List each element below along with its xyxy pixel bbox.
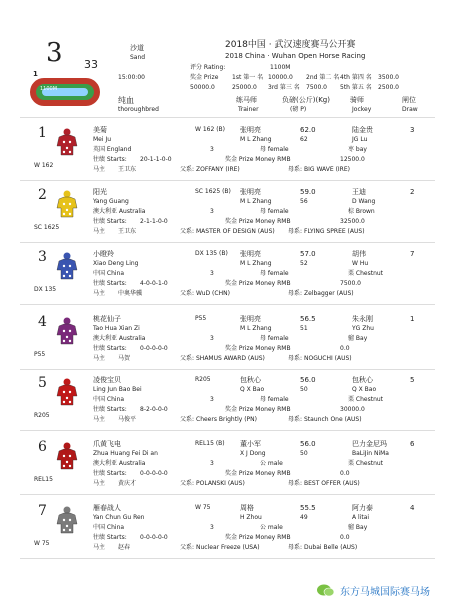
starts-label: 往绩 Starts: [93,406,127,413]
surface-cn: 沙道 [130,44,144,52]
starts: 20-1-1-0-0 [140,156,172,163]
prize-money-label: 奖金 Prize Money RMB [225,406,291,413]
horse-name-en: Tao Hua Xian Zi [93,325,140,332]
horse-color: 骝 Bay [348,524,368,531]
entry-divider [20,369,435,370]
sire-label: 父系: [180,166,195,173]
prize-first-value: 25000.0 [232,84,257,91]
jockey-cn: 巴力金尼玛 [352,440,387,448]
jockey-cn: 朱永刚 [352,315,373,323]
silk-code: W 75 [34,540,50,547]
horse-sex: 公 male [260,460,283,467]
entry-number: 7 [38,503,47,519]
jockey-silk-icon [56,506,78,534]
rating: DX 135 (B) [195,250,228,257]
weight: 55.5 [300,504,316,512]
owner-label: 马主 [93,228,106,235]
horse-name-cn: 阳光 [93,188,107,196]
starts: 2-1-1-0-0 [140,218,168,225]
horse-name-en: Mei Ju [93,136,112,143]
sire: POLANSKI (AUS) [196,480,245,487]
jockey-cn: 胡伟 [352,250,366,258]
entry-divider [20,494,435,495]
prize-third-label: 3rd 第三 名 [268,84,300,91]
jockey-silk-icon [56,442,78,470]
horse-name-cn: 凌俊宝贝 [93,376,121,384]
track-diagram [30,78,100,106]
entry-number: 1 [38,125,47,141]
dam: BEST OFFER (AUS) [304,480,360,487]
owner: 中奥华骥 [118,290,143,297]
prize-money-label: 奖金 Prize Money RMB [225,218,291,225]
starts: 8-2-0-0-0 [140,406,168,413]
jockey-en: Q X Bao [352,386,377,393]
prize-first-label: 1st 第一 名 [232,74,264,81]
dam-label: 母系: [288,416,303,423]
prize-second-value: 10000.0 [268,74,293,81]
horse-age: 3 [210,396,214,403]
prize-money-label: 奖金 Prize Money RMB [225,156,291,163]
dam-label: 母系: [288,228,303,235]
prize-total: 50000.0 [190,84,215,91]
prize-money: 30000.0 [340,406,365,413]
horse-name-en: Zhua Huang Fei Di an [93,450,158,457]
race-title-cn: 2018中国 · 武汉速度赛马公开赛 [225,40,356,50]
weight: 62.0 [300,126,316,134]
horse-color: 棕 Brown [348,208,375,215]
horse-origin: 英国 England [93,146,132,153]
weight: 57.0 [300,250,316,258]
draw: 4 [410,504,415,512]
starts: 0-0-0-0-0 [140,345,168,352]
rating: R205 [195,376,211,383]
jockey-silk-icon [56,317,78,345]
starts-label: 往绩 Starts: [93,156,127,163]
owner: 王卫东 [118,228,137,235]
rating: SC 1625 (B) [195,188,231,195]
sire: SHAMUS AWARD (AUS) [196,355,265,362]
horse-name-en: Yang Guang [93,198,129,205]
horse-color: 栗 Chestnut [348,270,384,277]
jockey-cn: 王迪 [352,188,366,196]
horse-color: 栗 Chestnut [348,396,384,403]
silk-code: W 162 [34,162,54,169]
sire: ZOFFANY (IRE) [196,166,240,173]
prize-money: 7500.0 [340,280,361,287]
trainer-en: M L Zhang [240,198,272,205]
horse-name-en: Yan Chun Gu Ren [93,514,145,521]
race-number: 3 [46,38,63,68]
sire-label: 父系: [180,355,195,362]
weight-p: 52 [300,260,308,267]
rating: P55 [195,315,207,322]
sire-label: 父系: [180,544,195,551]
starts: 0-0-0-0-0 [140,534,168,541]
horse-sex: 母 female [260,208,289,215]
jockey-en: W Hu [352,260,369,267]
jockey-en: YG Zhu [352,325,374,332]
starts-label: 往绩 Starts: [93,345,127,352]
dam: FLYING SPREE (AUS) [304,228,365,235]
entry-number: 2 [38,187,47,203]
horse-origin: 澳大利亚 Australia [93,208,146,215]
owner-label: 马主 [93,544,106,551]
horse-origin: 澳大利亚 Australia [93,335,146,342]
breed-cn: 纯血 [118,96,134,105]
surface-en: Sand [130,54,146,61]
trainer-cn: 张明亮 [240,126,261,134]
prize-money: 12500.0 [340,156,365,163]
horse-name-cn: 爪黄飞电 [93,440,121,448]
trainer-cn: 张明亮 [240,315,261,323]
starts-label: 往绩 Starts: [93,218,127,225]
jockey-en: D Wang [352,198,376,205]
wechat-logo-icon [316,582,336,596]
prize-money: 0.0 [340,345,350,352]
race-time: 15:00:00 [118,74,145,81]
jockey-silk-icon [56,190,78,218]
jockey-en: JG Lu [352,136,368,143]
watermark-text: 东方马城国际赛马场 [340,587,430,598]
owner-label: 马主 [93,290,106,297]
distance: 1100M [270,64,291,71]
horse-name-cn: 雁春战人 [93,504,121,512]
jockey-cn: 阿力泰 [352,504,373,512]
weight: 56.5 [300,315,316,323]
trainer-cn: 张明亮 [240,250,261,258]
prize-money: 32500.0 [340,218,365,225]
prize-label: 奖金 Prize [190,74,219,81]
entry-divider [20,242,435,243]
horse-sex: 母 female [260,270,289,277]
dam-label: 母系: [288,355,303,362]
horse-origin: 中国 China [93,270,125,277]
dam: Dubai Belle (AUS) [304,544,358,551]
dam: BIG WAVE (IRE) [304,166,350,173]
weight-p: 56 [300,198,308,205]
prize-money-label: 奖金 Prize Money RMB [225,470,291,477]
dam-label: 母系: [288,290,303,297]
sire-label: 父系: [180,290,195,297]
horse-origin: 中国 China [93,396,125,403]
horse-name-cn: 美菊 [93,126,107,134]
draw: 5 [410,376,415,384]
entry-divider [20,558,435,559]
sire-label: 父系: [180,416,195,423]
weight-header-cn: 负磅(公斤)(Kg) [282,96,330,104]
prize-money-label: 奖金 Prize Money RMB [225,345,291,352]
sire: Cheers Brightly (PN) [196,416,258,423]
jockey-header-en: Jockey [352,106,372,113]
dam-label: 母系: [288,166,303,173]
silk-code: DX 135 [34,286,57,293]
horse-name-en: Ling Jun Bao Bei [93,386,142,393]
breed-en: thoroughbred [118,106,159,113]
dam: NOGUCHI (AUS) [304,355,352,362]
rating: W 75 [195,504,211,511]
jockey-silk-icon [56,378,78,406]
horse-age: 3 [210,208,214,215]
jockey-en: BaLiJin NiMa [352,450,389,457]
prize-second-label: 2nd 第二 名 [306,74,340,81]
trainer-en: M L Zhang [240,136,272,143]
draw: 3 [410,126,415,134]
weight-p: 50 [300,450,308,457]
weight-p: 62 [300,136,308,143]
prize-third-value: 7500.0 [306,84,327,91]
entry-number: 5 [38,375,47,391]
starts: 0-0-0-0-0 [140,470,168,477]
horse-origin: 中国 China [93,524,125,531]
starts: 4-0-0-1-0 [140,280,168,287]
trainer-header-cn: 练马师 [236,96,257,104]
trainer-en: M L Zhang [240,260,272,267]
entry-divider [20,304,435,305]
silk-code: SC 1625 [34,224,60,231]
start-marker: 1 [33,70,38,78]
jockey-silk-icon [56,128,78,156]
rating: REL15 (B) [195,440,225,447]
trainer-cn: 周格 [240,504,254,512]
race-sub-number: 33 [84,58,98,71]
entry-divider [20,430,435,431]
horse-age: 3 [210,460,214,467]
sire-label: 父系: [180,480,195,487]
silk-code: REL15 [34,476,53,483]
jockey-en: A litai [352,514,370,521]
sire: MASTER OF DESIGN (AUS) [196,228,275,235]
horse-age: 3 [210,146,214,153]
trainer-en: Q X Bao [240,386,265,393]
horse-sex: 母 female [260,146,289,153]
horse-name-cn: 小瞪羚 [93,250,114,258]
weight-p: 49 [300,514,308,521]
horse-origin: 澳大利亚 Australia [93,460,146,467]
owner: 马俊平 [118,416,137,423]
rating: W 162 (B) [195,126,225,133]
jockey-cn: 陆金贵 [352,126,373,134]
sire: Nuclear Freeze (USA) [196,544,260,551]
track-distance-label: 1100M [40,86,58,92]
jockey-cn: 包秋心 [352,376,373,384]
horse-sex: 母 female [260,396,289,403]
prize-fifth-label: 5th 第五 名 [340,84,372,91]
owner: 赵春 [118,544,131,551]
prize-money-label: 奖金 Prize Money RMB [225,534,291,541]
prize-fourth-label: 4th 第四 名 [340,74,372,81]
entry-number: 6 [38,439,47,455]
horse-color: 栗 Chestnut [348,460,384,467]
owner-label: 马主 [93,416,106,423]
weight: 56.0 [300,376,316,384]
dam-label: 母系: [288,480,303,487]
prize-money: 0.0 [340,534,350,541]
horse-color: 枣 bay [348,146,367,153]
horse-age: 3 [210,335,214,342]
header-divider [20,117,435,118]
draw: 6 [410,440,415,448]
draw: 7 [410,250,415,258]
sire-label: 父系: [180,228,195,235]
jockey-silk-icon [56,252,78,280]
owner: 黄庆才 [118,480,137,487]
horse-name-en: Xiao Deng Ling [93,260,139,267]
trainer-en: M L Zhang [240,325,272,332]
horse-name-cn: 桃花仙子 [93,315,121,323]
starts-label: 往绩 Starts: [93,534,127,541]
draw: 1 [410,315,415,323]
horse-sex: 公 male [260,524,283,531]
prize-fifth-value: 2500.0 [378,84,399,91]
starts-label: 往绩 Starts: [93,280,127,287]
race-title-en: 2018 China · Wuhan Open Horse Racing [225,52,366,60]
starts-label: 往绩 Starts: [93,470,127,477]
weight: 56.0 [300,440,316,448]
trainer-en: X J Dong [240,450,266,457]
owner-label: 马主 [93,480,106,487]
entry-number: 4 [38,314,47,330]
entry-number: 3 [38,249,47,265]
prize-money-label: 奖金 Prize Money RMB [225,280,291,287]
owner: 马贺 [118,355,131,362]
prize-fourth-value: 3500.0 [378,74,399,81]
horse-color: 骝 Bay [348,335,368,342]
dam-label: 母系: [288,544,303,551]
horse-age: 3 [210,524,214,531]
jockey-header-cn: 骑师 [350,96,364,104]
dam: Staunch One (AUS) [304,416,362,423]
horse-age: 3 [210,270,214,277]
draw-header-cn: 闸位 [402,96,416,104]
weight: 59.0 [300,188,316,196]
trainer-header-en: Trainer [238,106,259,113]
silk-code: P55 [34,351,46,358]
rating-label: 评分 Rating: [190,64,226,71]
dam: Zelbagger (AUS) [304,290,354,297]
weight-p: 50 [300,386,308,393]
owner-label: 马主 [93,355,106,362]
trainer-cn: 包秋心 [240,376,261,384]
entry-divider [20,180,435,181]
trainer-cn: 张明亮 [240,188,261,196]
weight-header-en: (磅 P) [290,106,307,113]
owner: 王卫东 [118,166,137,173]
draw-header-en: Draw [402,106,418,113]
trainer-cn: 董小军 [240,440,261,448]
silk-code: R205 [34,412,50,419]
draw: 2 [410,188,415,196]
trainer-en: H Zhou [240,514,262,521]
weight-p: 51 [300,325,308,332]
sire: WuD (CHN) [196,290,230,297]
horse-sex: 母 female [260,335,289,342]
owner-label: 马主 [93,166,106,173]
prize-money: 0.0 [340,470,350,477]
